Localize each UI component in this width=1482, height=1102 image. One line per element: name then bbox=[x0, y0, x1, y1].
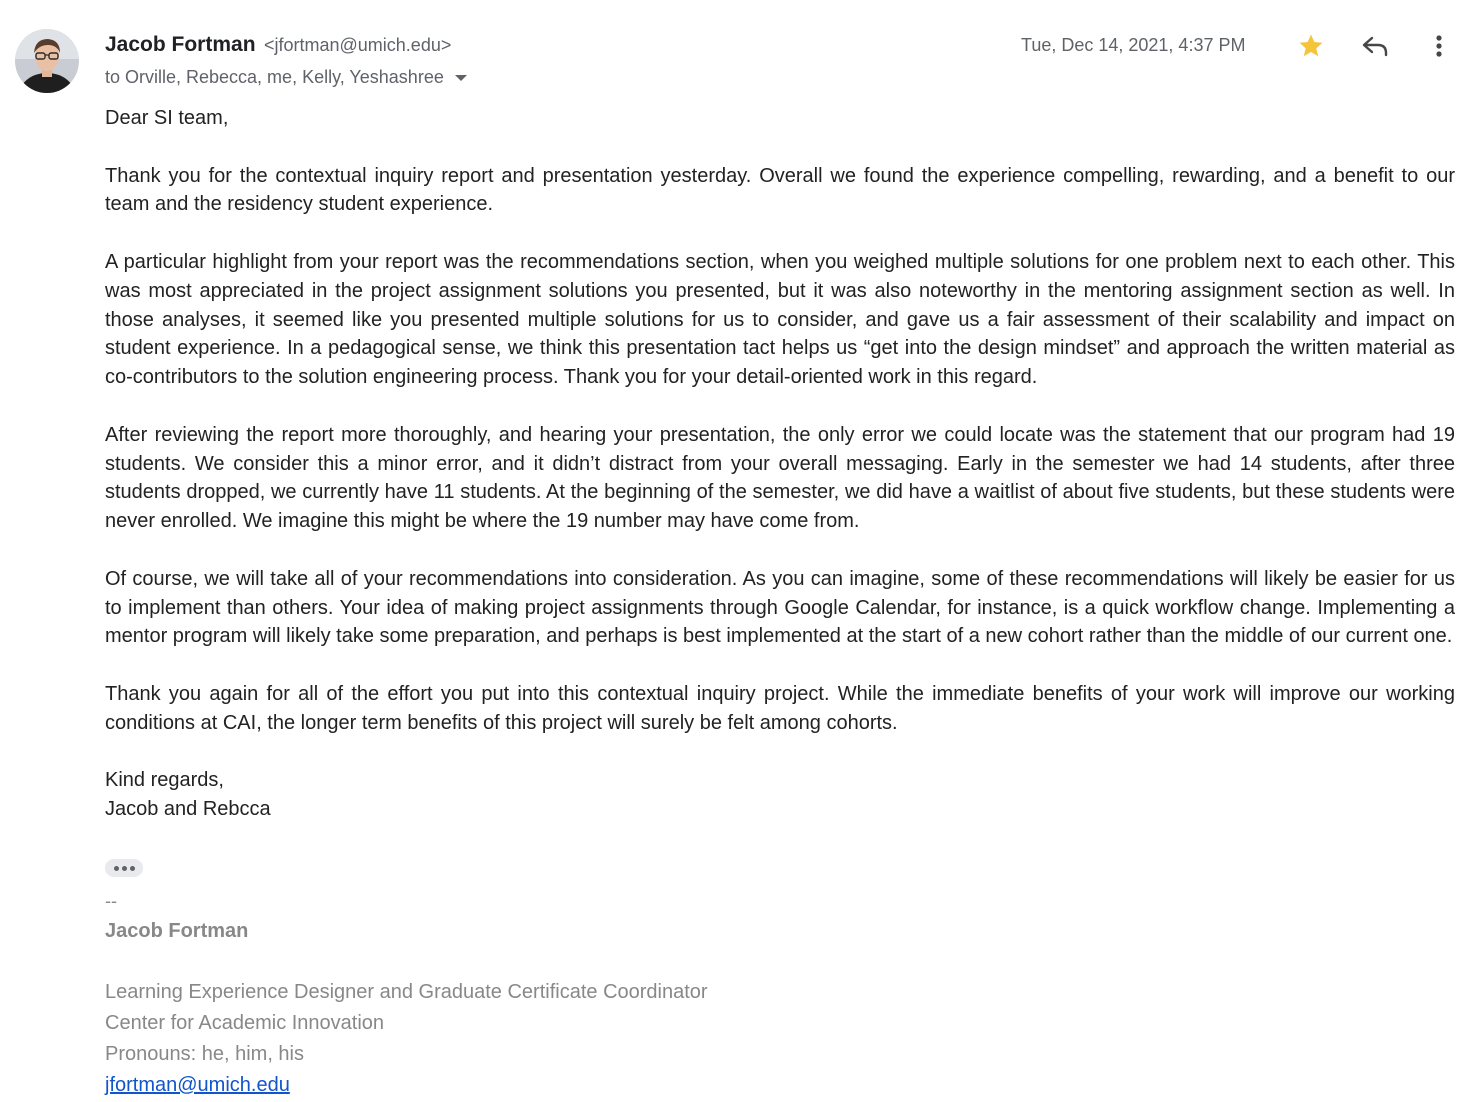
more-vert-icon bbox=[1425, 31, 1453, 61]
body-paragraph: Of course, we will take all of your recommendations into consideration. As you can imagine, some of these recommendations will likely be easier for us to implement than others. Your idea of making project assignments through Google Calendar, for instance, is a quick workflow change. Implementing a mentor program will likely take some preparation, and perhaps is best implemented at the start of a new cohort rather than the middle of our current one. bbox=[105, 567, 1455, 648]
recipients-line bbox=[105, 63, 467, 91]
dot-icon bbox=[122, 866, 127, 871]
body-paragraph: Thank you for the contextual inquiry report and presentation yesterday. Overall we found the experience compelling, rewarding, and a benefit to our team and the residency student experience. bbox=[105, 164, 1455, 216]
body-paragraph: A particular highlight from your report was the recommendations section, when you weighed multiple solutions for one problem next to each other. This was most appreciated in the project assignment solutions you presented, but it was also noteworthy in the mentoring assignment section as well. In those analyses, it seemed like you presented multiple solutions for us to consider, and gave us a fair assessment of their scalability and impact on student experience. In a pedagogical sense, we think this presentation tact helps us “get into the design mindset” and approach the written material as co-contributors to the solution engineering process. Thank you for your detail-oriented work in this regard. bbox=[105, 250, 1455, 389]
dot-icon bbox=[130, 866, 135, 871]
recipients-list: to Orville, Rebecca, me, Kelly, Yeshashree bbox=[105, 67, 444, 87]
more-options-button[interactable] bbox=[1425, 31, 1453, 61]
sender-name[interactable]: Jacob Fortman bbox=[105, 33, 256, 56]
sender-line bbox=[105, 31, 451, 61]
reply-button[interactable] bbox=[1359, 31, 1391, 61]
closing: Kind regards, bbox=[105, 769, 224, 792]
reply-icon bbox=[1359, 31, 1391, 61]
signature-separator: -- bbox=[105, 891, 117, 911]
signature-name: Jacob Fortman bbox=[105, 920, 249, 942]
signature-title: Learning Experience Designer and Graduate Certificate Coordinator bbox=[105, 981, 708, 1003]
person-icon bbox=[15, 29, 79, 93]
closing-names: Jacob and Rebcca bbox=[105, 798, 271, 821]
greeting: Dear SI team, bbox=[105, 107, 229, 129]
avatar[interactable] bbox=[15, 29, 79, 93]
sender-email: <jfortman@umich.edu> bbox=[263, 35, 452, 55]
chevron-down-icon[interactable] bbox=[455, 75, 467, 81]
dot-icon bbox=[114, 866, 119, 871]
body-paragraph: After reviewing the report more thoroughly, and hearing your presentation, the only error we could locate was the statement that our program had 19 students. We consider this a minor error, and it didn’t distract from your overall messaging. Early in the semester we had 14 students, after three students dropped, we currently have 11 students. At the beginning of the semester, we did have a waitlist of about five students, but these students were never enrolled. We imagine this might be where the 19 number may have come from. bbox=[105, 423, 1455, 533]
star-button[interactable] bbox=[1296, 31, 1326, 61]
body-paragraph: Thank you again for all of the effort you put into this contextual inquiry project. While the immediate benefits of your work will improve our working conditions at CAI, the longer term benefits of this project will surely be felt among cohorts. bbox=[105, 682, 1455, 734]
signature-pronouns: Pronouns: he, him, his bbox=[105, 1043, 304, 1065]
message-date: Tue, Dec 14, 2021, 4:37 PM bbox=[1021, 35, 1246, 55]
show-trimmed-content-button[interactable] bbox=[105, 859, 143, 877]
signature-org: Center for Academic Innovation bbox=[105, 1012, 385, 1034]
message-body bbox=[105, 104, 1455, 824]
signature-email-link[interactable]: jfortman@umich.edu bbox=[105, 1074, 290, 1096]
star-icon bbox=[1296, 31, 1326, 61]
